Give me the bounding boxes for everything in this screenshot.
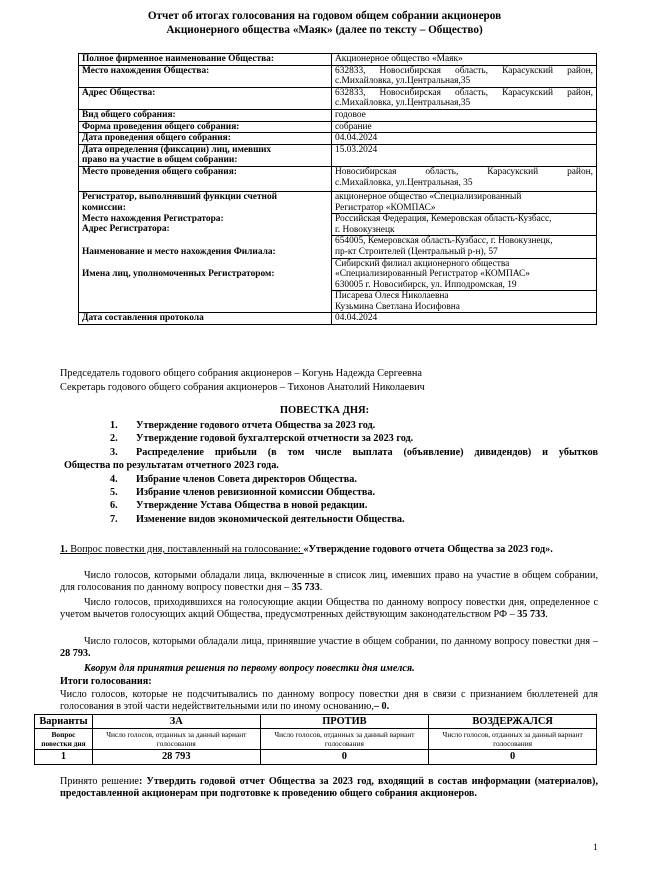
form-label: Форма проведения общего собрания: bbox=[79, 121, 332, 133]
authorized-value bbox=[332, 291, 597, 313]
participants-text: Число голосов, которыми обладали лица, принявшие участие в общем собрании, по данному вопросу повестки дня – bbox=[84, 636, 598, 647]
address-label: Адрес Общества: bbox=[79, 87, 332, 109]
agenda-item-number: 5. bbox=[110, 487, 118, 499]
authorized-label: Имена лиц, уполномоченных Регистратором: bbox=[79, 258, 332, 291]
record-date-label-line-1: Дата определения (фиксации) лиц, имевших bbox=[82, 144, 272, 155]
agenda-item-number: 7. bbox=[110, 513, 118, 525]
against-value: 0 bbox=[260, 750, 429, 765]
voting-shares-value: 35 733 bbox=[517, 609, 546, 621]
agenda-list bbox=[64, 419, 598, 526]
table-row bbox=[79, 191, 597, 213]
eligible-votes-paragraph: Число голосов, которыми обладали лица, включенные в список лиц, имевших право на участие в общем собрании, для голосования по данному вопросу повестки дня – 35 733. bbox=[60, 570, 598, 594]
address-value bbox=[332, 87, 597, 109]
record-date-label-line-2: право на участие в общем собрании: bbox=[82, 155, 238, 166]
registrar-location-value-line-2: г. Новокузнецк bbox=[335, 224, 395, 235]
address-value-line-2: с.Михайловка, ул.Центральная,35 bbox=[335, 98, 471, 109]
abstain-value: 0 bbox=[429, 750, 597, 765]
registrar-address-value-line-2: пр-кт Строителей (Центральный р-н), 57 bbox=[335, 246, 498, 257]
registrar-label-line-1: Регистратор, выполнявший функции счетной bbox=[82, 191, 278, 202]
for-value: 28 793 bbox=[92, 750, 260, 765]
meeting-type-label: Вид общего собрания: bbox=[79, 109, 332, 121]
agenda-heading: ПОВЕСТКА ДНЯ: bbox=[279, 405, 370, 416]
question-title: «Утверждение годового отчета Общества за 2023 год». bbox=[303, 544, 553, 555]
table-row bbox=[79, 258, 597, 291]
row-number: 1 bbox=[35, 750, 93, 765]
record-date-label bbox=[79, 144, 332, 166]
page-number: 1 bbox=[593, 843, 598, 853]
not-counted-paragraph bbox=[60, 689, 598, 713]
location-label: Место нахождения Общества: bbox=[79, 65, 332, 87]
agenda-item-number: 2. bbox=[110, 433, 118, 445]
eligible-votes-text: Число голосов, которыми обладали лица, включенные в список лиц, имевших право на участие в общем собрании, для голосования по данному вопросу повестки дня – bbox=[60, 570, 598, 594]
table-row bbox=[79, 65, 597, 87]
col-abstain: ВОЗДЕРЖАЛСЯ bbox=[429, 715, 597, 729]
venue-label: Место проведения общего собрания: bbox=[79, 166, 332, 191]
meeting-type-value: годовое bbox=[332, 109, 597, 121]
agenda-item-number: 4. bbox=[110, 473, 118, 485]
decision-text: : Утвердить годовой отчет Общества за 2023 год, входящий в состав информации (материалов), предоставленной акционерам при подготовке к проведению общего собрания акционеров. bbox=[60, 776, 598, 800]
table-row bbox=[79, 313, 597, 325]
agenda-item-text: Утверждение годовой бухгалтерской отчетности за 2023 год. bbox=[136, 433, 414, 445]
sub-abstain: Число голосов, отданных за данный вариант голосования bbox=[429, 729, 597, 750]
question-number: 1. bbox=[60, 544, 68, 555]
quorum-statement: Кворум для принятия решения по первому вопросу повестки дня имелся. bbox=[84, 663, 415, 674]
list-item bbox=[110, 473, 598, 486]
branch-value-line-1: Сибирский филиал акционерного общества bbox=[335, 258, 510, 269]
branch-label: Наименование и место нахождения Филиала: bbox=[79, 236, 332, 258]
agenda-item-text: Утверждение годового отчета Общества за 2023 год. bbox=[136, 420, 376, 431]
report-title-line-2: Акционерного общества «Маяк» (далее по тексту – Общество) bbox=[166, 24, 483, 36]
table-row bbox=[79, 87, 597, 109]
question-intro-text: Вопрос повестки дня, поставленный на голосование: bbox=[67, 544, 304, 555]
table-row bbox=[35, 750, 597, 765]
results-heading: Итоги голосования: bbox=[60, 676, 152, 687]
registrar-label-line-2: комиссии: bbox=[82, 202, 126, 213]
authorized-value-line-2: Кузьмина Светлана Иосифовна bbox=[335, 301, 460, 312]
table-row bbox=[79, 133, 597, 145]
list-item bbox=[110, 513, 598, 526]
agenda-item-number: 6. bbox=[110, 500, 118, 512]
branch-value-line-3: 630005 г. Новосибирск, ул. Ипподромская, 19 bbox=[335, 279, 517, 290]
table-row bbox=[79, 166, 597, 191]
protocol-date-label: Дата составления протокола bbox=[79, 313, 332, 325]
agenda-item-continuation: Общества по результатам отчетного 2023 года. bbox=[64, 460, 279, 472]
registrar-location-label-cell bbox=[79, 214, 332, 236]
address-value-line-1: 632833, Новосибирская область, Карасукский район, bbox=[335, 87, 593, 98]
table-subheader-row bbox=[35, 729, 597, 750]
table-row bbox=[79, 121, 597, 133]
table-row bbox=[79, 144, 597, 166]
meeting-info-table bbox=[78, 53, 597, 325]
list-item bbox=[110, 446, 598, 459]
table-row bbox=[79, 214, 597, 236]
report-title-line-1: Отчет об итогах голосования на годовом общем собрании акционеров bbox=[147, 10, 502, 22]
agenda-item-text: Утверждение Устава Общества в новой редакции. bbox=[136, 500, 368, 512]
registrar-address-value-line-1: 654005, Кемеровская область-Кузбасс, г. Новокузнецк, bbox=[335, 236, 553, 247]
agenda-item-text: Избрание членов ревизионной комиссии Общества. bbox=[136, 487, 375, 499]
table-row bbox=[79, 236, 597, 258]
question-1-intro bbox=[60, 544, 598, 556]
list-item bbox=[110, 499, 598, 512]
authorized-value-line-1: Писарева Олеся Николаевна bbox=[335, 291, 449, 302]
table-row bbox=[79, 109, 597, 121]
secretary-line: Секретарь годового общего собрания акционеров – Тихонов Анатолий Николаевич bbox=[60, 382, 425, 393]
location-value bbox=[332, 65, 597, 87]
participants-value: 28 793 bbox=[60, 648, 89, 660]
col-against: ПРОТИВ bbox=[260, 715, 429, 729]
registrar-location-value bbox=[332, 214, 597, 236]
registrar-value bbox=[332, 191, 597, 213]
registrar-label bbox=[79, 191, 332, 213]
agenda-item-text: Избрание членов Совета директоров Общества. bbox=[136, 473, 357, 485]
voting-shares-text: Число голосов, приходившихся на голосующие акции Общества по данному вопросу повестки дня, определенное с учетом вычетов голосующих акций Общества, предусмотренных действующим законодательством РФ – bbox=[60, 597, 598, 621]
list-item bbox=[110, 432, 598, 445]
agenda-item-text: Изменение видов экономической деятельности Общества. bbox=[136, 513, 405, 525]
record-date-value: 15.03.2024 bbox=[332, 144, 597, 166]
table-row bbox=[79, 54, 597, 66]
registrar-value-line-1: акционерное общество «Специализированный bbox=[335, 191, 522, 202]
location-value-line-2: с.Михайловка, ул.Центральная,35 bbox=[335, 76, 471, 87]
venue-value-line-2: с.Михайловка, ул.Центральная, 35 bbox=[335, 177, 473, 188]
table-row bbox=[79, 291, 597, 313]
participants-paragraph: Число голосов, которыми обладали лица, принявшие участие в общем собрании, по данному вопросу повестки дня – 28 793. bbox=[60, 636, 598, 660]
authorized-label-spacer bbox=[79, 291, 332, 313]
col-variants: Варианты bbox=[35, 715, 93, 729]
registrar-location-label: Место нахождения Регистратора: bbox=[82, 213, 224, 224]
sub-for: Число голосов, отданных за данный вариант голосования bbox=[92, 729, 260, 750]
decision-paragraph bbox=[60, 776, 598, 800]
agenda-item-number: 3. bbox=[110, 446, 118, 458]
form-value: собрание bbox=[332, 121, 597, 133]
not-counted-value: – 0. bbox=[373, 701, 390, 713]
registrar-value-line-2: Регистратор «КОМПАС» bbox=[335, 202, 436, 213]
registrar-address-value bbox=[332, 236, 597, 258]
protocol-date-value: 04.04.2024 bbox=[332, 313, 597, 325]
venue-value bbox=[332, 166, 597, 191]
registrar-address-label: Адрес Регистратора: bbox=[82, 224, 170, 235]
list-item bbox=[110, 486, 598, 499]
full-name-value: Акционерное общество «Маяк» bbox=[332, 54, 597, 66]
not-counted-text: Число голосов, которые не подсчитывались по данному вопросу повестки дня в связи с признанием бюллетеней для голосования в этой части недействительными или по иному основанию, bbox=[60, 689, 598, 713]
voting-shares-paragraph: Число голосов, приходившихся на голосующие акции Общества по данному вопросу повестки дня, определенное с учетом вычетов голосующих акций Общества, предусмотренных действующим законодательством РФ – 35 733. bbox=[60, 597, 598, 621]
table-header-row bbox=[35, 715, 597, 729]
branch-value-line-2: «Специализированный Регистратор «КОМПАС» bbox=[335, 269, 530, 280]
sub-against: Число голосов, отданных за данный вариант голосования bbox=[260, 729, 429, 750]
branch-value bbox=[332, 258, 597, 291]
vote-results-table bbox=[34, 714, 597, 765]
decision-label: Принято решение bbox=[60, 776, 139, 787]
date-label: Дата проведения общего собрания: bbox=[79, 133, 332, 145]
eligible-votes-value: 35 733 bbox=[291, 582, 320, 594]
registrar-location-value-line-1: Российская Федерация, Кемеровская область-Кузбасс, bbox=[335, 214, 552, 225]
full-name-label: Полное фирменное наименование Общества: bbox=[79, 54, 332, 66]
location-value-line-1: 632833, Новосибирская область, Карасукский район, bbox=[335, 65, 593, 76]
sub-question: Вопрос повестки дня bbox=[35, 729, 93, 750]
venue-value-line-1: Новосибирская область, Карасукский район, bbox=[335, 166, 593, 177]
col-for: ЗА bbox=[92, 715, 260, 729]
chairman-line: Председатель годового общего собрания акционеров – Когунь Надежда Сергеевна bbox=[60, 368, 422, 379]
list-item bbox=[110, 419, 598, 432]
agenda-item-number: 1. bbox=[110, 420, 118, 431]
agenda-item-text: Распределение прибыли (в том числе выплата (объявление) дивидендов) и убытков bbox=[136, 446, 598, 458]
date-value: 04.04.2024 bbox=[332, 133, 597, 145]
